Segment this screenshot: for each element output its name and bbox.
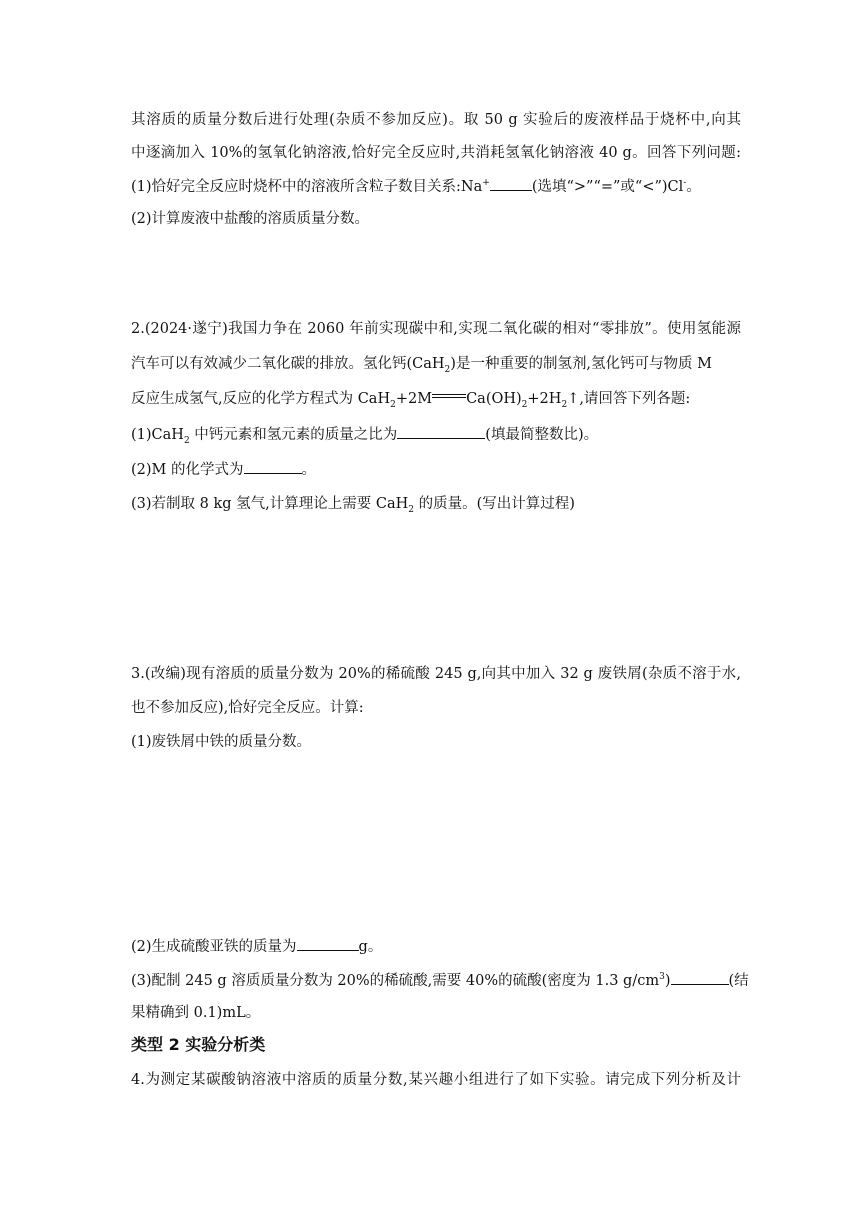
q2-part-1-b: 中钙元素和氢元素的质量之比为 — [189, 427, 398, 443]
q1-line-1: 其溶质的质量分数后进行处理(杂质不参加反应)。取 50 g 实验后的废液样品于烧杯中,向其 — [131, 112, 741, 128]
q2-line-3-b: +2M — [395, 391, 433, 407]
answer-blank[interactable] — [397, 424, 485, 439]
q2-line-3-sub1: 2 — [390, 399, 396, 410]
q3-part-2 — [131, 936, 741, 957]
answer-blank[interactable] — [671, 970, 729, 985]
q2-part-2-b: 。 — [301, 462, 316, 478]
q2-line-3-d: +2H — [527, 391, 562, 407]
q2-part-3-b: 的质量。(写出计算过程) — [414, 496, 575, 512]
q1-part-1 — [131, 176, 741, 197]
q2-part-2-a: (2)M 的化学式为 — [131, 462, 244, 478]
q3-line-2: 也不参加反应),恰好完全反应。计算: — [131, 700, 364, 716]
q3-part-3 — [131, 970, 749, 991]
q1-part-1-sup2: - — [683, 178, 687, 189]
q3-part-2-b: g。 — [358, 939, 383, 955]
q2-part-1-c: (填最简整数比)。 — [485, 427, 599, 443]
q2-line-2-sub: 2 — [444, 364, 451, 375]
answer-blank[interactable] — [244, 459, 302, 474]
q2-line-3 — [131, 389, 741, 409]
q2-part-2 — [131, 459, 741, 480]
q1-part-1-sup: + — [482, 178, 490, 189]
q2-line-3-sub2: 2 — [521, 399, 528, 410]
q2-part-3-sub: 2 — [408, 504, 414, 515]
q3-part-3-a: (3)配制 245 g 溶质质量分数为 20%的稀硫酸,需要 40%的硫酸(密度为 1.3 g/cm — [131, 973, 660, 989]
q1-part-1-prefix: (1)恰好完全反应时烧杯中的溶液所含粒子数目关系:Na — [131, 179, 483, 195]
q1-line-2: 中逐滴加入 10%的氢氧化钠溶液,恰好完全反应时,共消耗氢氧化钠溶液 40 g。回答下列问题: — [131, 145, 741, 161]
q2-part-1 — [131, 424, 741, 445]
q3-part-3-line-2: 果精确到 0.1)mL。 — [131, 1005, 261, 1021]
q3-part-3-c: (结 — [728, 973, 749, 989]
answer-blank[interactable] — [490, 176, 532, 191]
section-heading: 类型 2 实验分析类 — [131, 1035, 266, 1054]
q2-line-2 — [131, 354, 741, 374]
q3-part-1: (1)废铁屑中铁的质量分数。 — [131, 734, 312, 750]
q4-line-1: 4.为测定某碳酸钠溶液中溶质的质量分数,某兴趣小组进行了如下实验。请完成下列分析及计 — [131, 1072, 741, 1088]
q3-line-1: 3.(改编)现有溶质的质量分数为 20%的稀硫酸 245 g,向其中加入 32 g 废铁屑(杂质不溶于水, — [131, 666, 741, 682]
q2-line-3-a: 反应生成氢气,反应的化学方程式为 CaH — [131, 391, 391, 407]
q2-part-1-sub: 2 — [183, 435, 190, 446]
q1-part-2: (2)计算废液中盐酸的溶质质量分数。 — [131, 211, 370, 227]
q2-part-3-a: (3)若制取 8 kg 氢气,计算理论上需要 CaH — [131, 496, 409, 512]
q2-part-1-a: (1)CaH — [131, 427, 184, 443]
q2-line-3-sub3: 2 — [561, 399, 568, 410]
reaction-equals-sign — [432, 392, 466, 406]
q2-line-1: 2.(2024·遂宁)我国力争在 2060 年前实现碳中和,实现二氧化碳的相对“零排放”。使用氢能源 — [131, 321, 741, 337]
q1-part-1-suffix: (选填“>”“=”或“<”)Cl — [531, 179, 684, 195]
q1-part-1-end: 。 — [686, 179, 701, 195]
q3-part-3-b: ) — [664, 973, 671, 989]
q2-line-2-a: 汽车可以有效减少二氧化碳的排放。氢化钙(CaH — [131, 356, 445, 372]
q2-line-3-e: ↑,请回答下列各题: — [567, 391, 691, 407]
q2-line-3-c: Ca(OH) — [466, 391, 522, 407]
q2-line-2-rest: )是一种重要的制氢剂,氢化钙可与物质 M — [450, 356, 713, 372]
q3-part-2-a: (2)生成硫酸亚铁的质量为 — [131, 939, 297, 955]
q2-part-3 — [131, 494, 741, 514]
answer-blank[interactable] — [297, 936, 359, 951]
q3-part-3-sup: 3 — [659, 972, 665, 983]
